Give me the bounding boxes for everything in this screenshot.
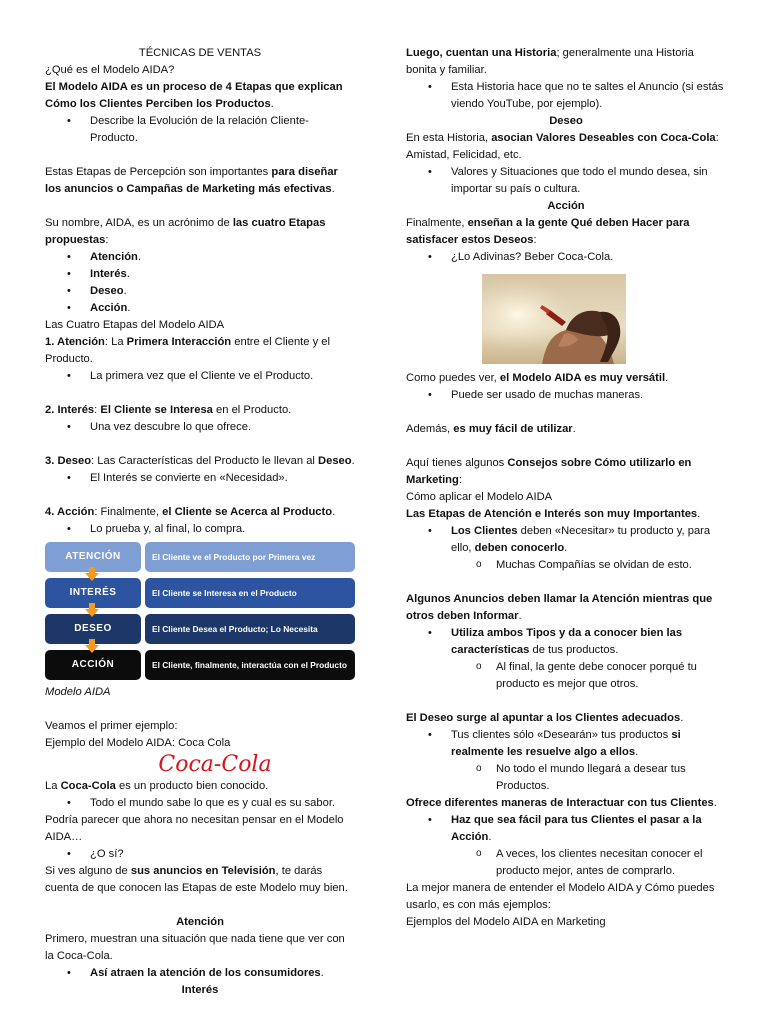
sub-list-item: o No todo el mundo llegará a desear tus Productos.: [406, 761, 726, 795]
luego-list: [406, 79, 726, 113]
arrow-down-icon: [85, 567, 99, 581]
left-column: [45, 45, 355, 999]
aida-key: ATENCIÓN: [45, 542, 141, 572]
stage-3-list: [45, 470, 355, 487]
intro-paragraph: El Modelo AIDA es un proceso de 4 Etapas que explican Cómo los Clientes Perciben los Productos.: [45, 81, 343, 110]
list-item: • Deseo.: [45, 283, 355, 300]
ademas-paragraph: Además, es muy fácil de utilizar.: [406, 423, 576, 435]
arrow-down-icon: [85, 603, 99, 617]
stage-3-paragraph: 3. Deseo: Las Características del Producto le llevan al Deseo.: [45, 455, 355, 467]
stage-1-list: [45, 368, 355, 385]
o-si-list: [45, 846, 355, 863]
coca-paragraph: La Coca-Cola es un producto bien conocido.: [45, 780, 269, 792]
primero-paragraph: Primero, muestran una situación que nada tiene que ver con la Coca-Cola.: [45, 933, 345, 962]
podria-paragraph: Podría parecer que ahora no necesitan pensar en el Modelo AIDA…: [45, 814, 344, 843]
stage-2-list: [45, 419, 355, 436]
list-item: • Puede ser usado de muchas maneras.: [406, 387, 726, 404]
list-item: • Esta Historia hace que no te saltes el Anuncio (si estás viendo YouTube, por ejemplo).: [406, 79, 726, 113]
stage-1-paragraph: 1. Atención: La Primera Interacción entre el Cliente y el Producto.: [45, 336, 331, 365]
coca-list: [45, 795, 355, 812]
sub-list-item: o A veces, los clientes necesitan conocer el producto mejor, antes de comprarlo.: [406, 846, 726, 880]
clientes-list: [406, 523, 726, 574]
arrow-down-icon: [85, 639, 99, 653]
atencion-heading: Atención: [176, 916, 224, 928]
list-item: • Describe la Evolución de la relación Cliente-Producto.: [45, 113, 355, 147]
aqui-paragraph: Aquí tienes algunos Consejos sobre Cómo utilizarlo en Marketing:: [406, 457, 692, 486]
drinking-photo: [482, 274, 626, 364]
mejor-paragraph: La mejor manera de entender el Modelo AIDA y Cómo puedes usarlo, es con más ejemplos:: [406, 882, 715, 911]
historia-list: [406, 164, 726, 198]
como-list: [406, 387, 726, 404]
list-item: • Utiliza ambos Tipos y da a conocer bien las características de tus productos.: [406, 625, 726, 659]
list-item: • Los Clientes deben «Necesitar» tu producto y, para ello, deben conocerlo.: [406, 523, 726, 557]
stage-4-list: [45, 521, 355, 538]
nombre-paragraph: Su nombre, AIDA, es un acrónimo de las cuatro Etapas propuestas:: [45, 217, 326, 246]
diagram-caption: Modelo AIDA: [45, 686, 111, 698]
si-ves-paragraph: Si ves alguno de sus anuncios en Televisión, te darás cuenta de que conocen las Etapas de este Modelo muy bien.: [45, 865, 348, 894]
final-list: [406, 249, 726, 266]
list-item: • Haz que sea fácil para tus Clientes el pasar a la Acción.: [406, 812, 726, 846]
interes-heading: Interés: [181, 984, 219, 996]
stage-4-paragraph: 4. Acción: Finalmente, el Cliente se Acerca al Producto.: [45, 506, 336, 518]
accion-heading: Acción: [547, 200, 585, 212]
list-item: • Acción.: [45, 300, 355, 317]
list-item: • El Interés se convierte en «Necesidad».: [45, 470, 355, 487]
ejemplo-line: Ejemplo del Modelo AIDA: Coca Cola: [45, 737, 231, 749]
primero-list: [45, 965, 355, 982]
ofrece-paragraph: Ofrece diferentes maneras de Interactuar con tus Clientes.: [406, 797, 717, 809]
haz-list: [406, 812, 726, 880]
aida-desc: El Cliente ve el Producto por Primera vez: [145, 542, 355, 572]
utiliza-list: [406, 625, 726, 693]
stage-2-paragraph: 2. Interés: El Cliente se Interesa en el Producto.: [45, 404, 292, 416]
section-label: Las Cuatro Etapas del Modelo AIDA: [45, 319, 225, 331]
como-paragraph: Como puedes ver, el Modelo AIDA es muy versátil.: [406, 372, 669, 384]
list-item: • Atención.: [45, 249, 355, 266]
aida-desc: El Cliente se Interesa en el Producto: [145, 578, 355, 608]
stages-list: [45, 249, 355, 317]
question-heading: ¿Qué es el Modelo AIDA?: [45, 64, 175, 76]
list-item: • Valores y Situaciones que todo el mundo desea, sin importar su país o cultura.: [406, 164, 726, 198]
list-item: • Una vez descubre lo que ofrece.: [45, 419, 355, 436]
aida-key: ACCIÓN: [45, 650, 141, 680]
list-item: • ¿Lo Adivinas? Beber Coca-Cola.: [406, 249, 726, 266]
etapas-imp-line: Las Etapas de Atención e Interés son muy Importantes.: [406, 508, 701, 520]
list-item: • Todo el mundo sabe lo que es y cual es su sabor.: [45, 795, 355, 812]
list-item: • ¿O sí?: [45, 846, 355, 863]
aida-diagram: [45, 542, 355, 682]
page-title: TÉCNICAS DE VENTAS: [138, 47, 262, 59]
deseo-surge-paragraph: El Deseo surge al apuntar a los Clientes adecuados.: [406, 712, 684, 724]
coca-cola-logo: Coca-Cola: [158, 752, 272, 777]
algunos-paragraph: Algunos Anuncios deben llamar la Atención mientras que otros deben Informar.: [406, 593, 713, 622]
como-aplicar-line: Cómo aplicar el Modelo AIDA: [406, 491, 553, 503]
aida-row-action: [45, 650, 355, 680]
aida-key: DESEO: [45, 614, 141, 644]
aida-key: INTERÉS: [45, 578, 141, 608]
historia-paragraph: En esta Historia, asocian Valores Deseables con Coca-Cola: Amistad, Felicidad, etc.: [406, 132, 719, 161]
sub-list-item: o Al final, la gente debe conocer porqué tu producto es mejor que otros.: [406, 659, 726, 693]
right-column: [406, 45, 726, 931]
list-item: • Lo prueba y, al final, lo compra.: [45, 521, 355, 538]
ejemplos-line: Ejemplos del Modelo AIDA en Marketing: [406, 916, 606, 928]
tus-list: [406, 727, 726, 795]
sub-list-item: o Muchas Compañías se olvidan de esto.: [406, 557, 726, 574]
list-item: • La primera vez que el Cliente ve el Producto.: [45, 368, 355, 385]
list-item: • Tus clientes sólo «Desearán» tus productos si realmente les resuelve algo a ellos.: [406, 727, 726, 761]
list-item: • Así atraen la atención de los consumidores.: [45, 965, 355, 982]
etapas-paragraph: Estas Etapas de Percepción son importantes para diseñar los anuncios o Campañas de Marketing más efectivas.: [45, 166, 338, 195]
deseo-heading: Deseo: [549, 115, 583, 127]
list-item: • Interés.: [45, 266, 355, 283]
aida-desc: El Cliente, finalmente, interactúa con el Producto: [145, 650, 355, 680]
intro-list: [45, 113, 355, 147]
luego-paragraph: Luego, cuentan una Historia; generalmente una Historia bonita y familiar.: [406, 47, 694, 76]
final-paragraph: Finalmente, enseñan a la gente Qué deben Hacer para satisfacer estos Deseos:: [406, 217, 690, 246]
veamos-line: Veamos el primer ejemplo:: [45, 720, 178, 732]
aida-desc: El Cliente Desea el Producto; Lo Necesita: [145, 614, 355, 644]
